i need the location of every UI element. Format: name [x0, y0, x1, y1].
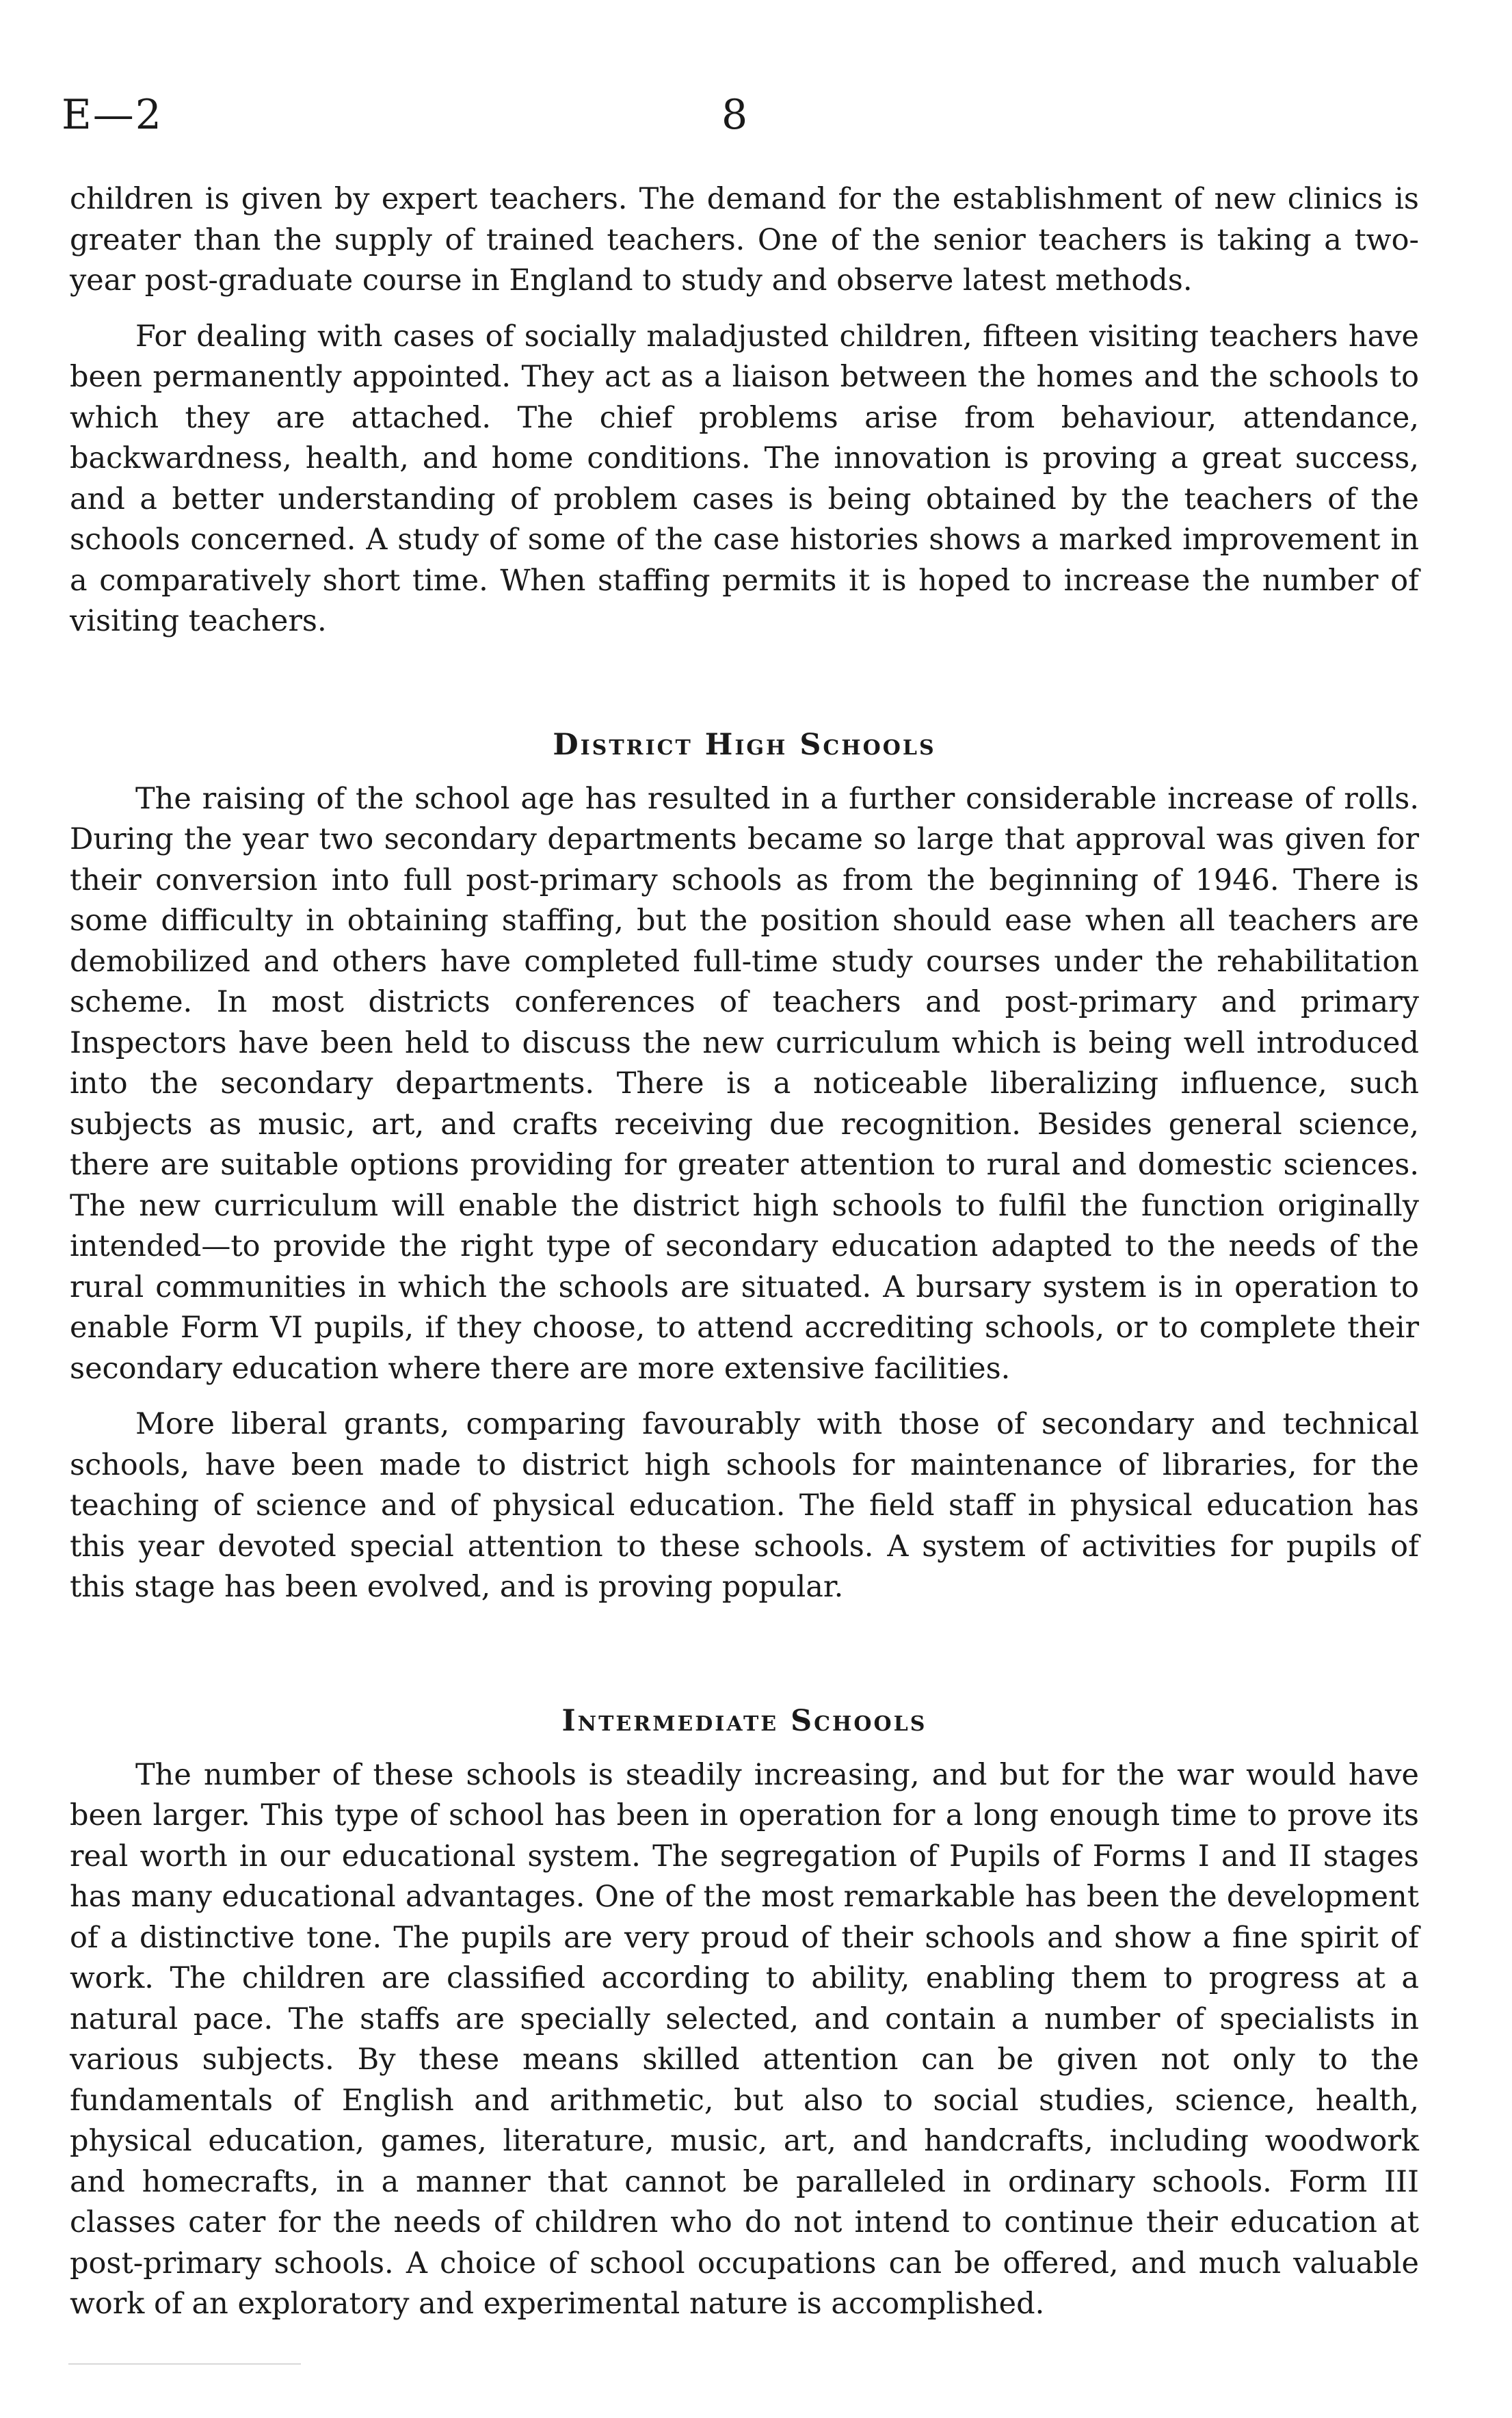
heading-gap [70, 765, 1419, 779]
paragraph-continued: children is given by expert teachers. The demand for the establishment of new clinics is greater than the supply of trained teachers. One of the senior teachers is taking a two-year post-graduate course in England to study and observe latest methods. [70, 182, 1419, 298]
heading-gap [70, 1742, 1419, 1755]
section-heading-intermediate-schools: Intermediate Schools [561, 1703, 927, 1738]
paragraph-district-grants: More liberal grants, comparing favourably with those of secondary and technical schools, have been made to district high schools for maintenance of libraries, for the teaching of science and of physical education. The field staff in physical education has this year devoted special attention to these schools. A system of activities for pupils of this stage has been evolved, and is proving popular. [70, 1407, 1419, 1604]
page-footer-mark [68, 2363, 301, 2365]
page-header [62, 88, 1429, 142]
section-break [70, 1608, 1419, 1700]
document-code: E—2 [62, 91, 163, 139]
section-break [70, 642, 1419, 724]
paragraph-gap [70, 1389, 1419, 1404]
paragraph-visiting-teachers: For dealing with cases of socially maladjusted children, fifteen visiting teachers have been permanently appointed. They act as a liaison between the homes and the schools to which they are attached. The chief problems arise from behaviour, attendance, backwardness, health, and home conditions. The innovation is proving a great success, and a better understanding of problem cases is being obtained by the teachers of the schools concerned. A study of some of the case histories shows a marked improvement in a comparatively short time. When staffing permits it is hoped to increase the number of visiting teachers. [70, 319, 1419, 638]
page-content [70, 179, 1419, 2325]
page-number: 8 [721, 91, 748, 139]
section-heading-district-high-schools: District High Schools [553, 727, 936, 762]
paragraph-intermediate: The number of these schools is steadily increasing, and but for the war would have been larger. This type of school has been in operation for a long enough time to prove its real worth in our educational system. The segregation of Pupils of Forms I and II stages has many educational advantages. One of the most remarkable has been the development of a distinctive tone. The pupils are very proud of their schools and show a fine spirit of work. The children are classified according to ability, enabling them to progress at a natural pace. The staffs are specially selected, and contain a number of specialists in various subjects. By these means skilled attention can be given not only to the fundamentals of English and arithmetic, but also to social studies, science, health, physical education, games, literature, music, art, and handcrafts, including woodwork and homecrafts, in a manner that cannot be paralleled in ordinary schools. Form III classes cater for the needs of children who do not intend to continue their education at post-primary schools. A choice of school occupations can be offered, and much valuable work of an exploratory and experimental nature is accomplished. [70, 1757, 1419, 2321]
paragraph-district-rolls: The raising of the school age has resulted in a further considerable increase of rolls. During the year two secondary departments became so large that approval was given for their conversion into full post-primary schools as from the beginning of 1946. There is some difficulty in obtaining staffing, but the position should ease when all teachers are demobilized and others have completed full-time study courses under the rehabilitation scheme. In most districts conferences of teachers and post-primary and primary Inspectors have been held to discuss the new curriculum which is being well introduced into the secondary departments. There is a noticeable liberalizing influence, such subjects as music, art, and crafts receiving due recognition. Besides general science, there are suitable options providing for greater attention to rural and domestic sciences. The new curriculum will enable the district high schools to fulfil the function originally intended—to provide the right type of secondary education adapted to the needs of the rural communities in which the schools are situated. A bursary system is in operation to enable Form VI pupils, if they choose, to attend accrediting schools, or to complete their secondary education where there are more extensive facilities. [70, 781, 1419, 1386]
paragraph-gap [70, 302, 1419, 317]
